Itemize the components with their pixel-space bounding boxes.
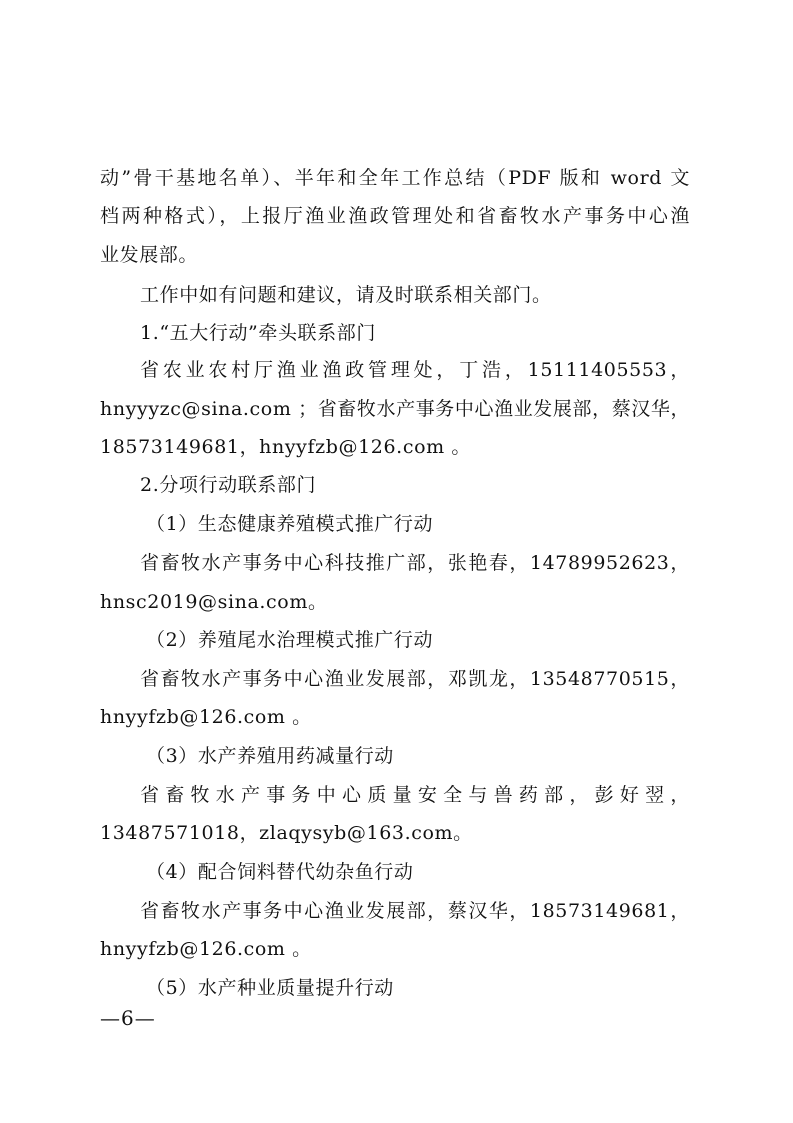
text-line-action-3-email: 13487571018，zlaqysyb@163.com。 <box>100 822 473 844</box>
text-line-contact-intro: 工作中如有问题和建议，请及时联系相关部门。 <box>140 284 552 306</box>
text-line-action-4-contact: 省畜牧水产事务中心渔业发展部，蔡汉华，18573149681， <box>140 900 690 922</box>
text-line-lead-contact-2: hnyyyzc@sina.com ；省畜牧水产事务中心渔业发展部，蔡汉华， <box>100 398 691 420</box>
text-line-3: 业发展部。 <box>100 244 199 266</box>
text-line-action-1-email: hnsc2019@sina.com。 <box>100 591 328 613</box>
subheading-action-2: （2）养殖尾水治理模式推广行动 <box>146 629 434 651</box>
subheading-action-4: （4）配合饲料替代幼杂鱼行动 <box>146 861 414 883</box>
text-line-1: 动”骨干基地名单）、半年和全年工作总结（PDF 版和 word 文 <box>100 167 690 189</box>
section-heading-sub-contacts: 2.分项行动联系部门 <box>140 474 317 496</box>
text-line-action-4-email: hnyyfzb@126.com 。 <box>100 938 312 960</box>
subheading-action-1: （1）生态健康养殖模式推广行动 <box>146 513 434 535</box>
page-number: —6— <box>100 1006 156 1030</box>
subheading-action-3: （3）水产养殖用药减量行动 <box>146 745 394 767</box>
text-line-lead-contact-1: 省农业农村厅渔业渔政管理处，丁浩，15111405553， <box>140 359 690 381</box>
text-line-action-2-contact: 省畜牧水产事务中心渔业发展部，邓凯龙，13548770515， <box>140 668 690 690</box>
text-line-action-3-contact: 省畜牧水产事务中心质量安全与兽药部，彭好翌， <box>140 784 690 806</box>
section-heading-lead-contacts: 1.“五大行动”牵头联系部门 <box>140 322 376 344</box>
text-line-action-1-contact: 省畜牧水产事务中心科技推广部，张艳春，14789952623， <box>140 552 690 574</box>
text-line-lead-contact-3: 18573149681，hnyyfzb@126.com 。 <box>100 436 471 458</box>
text-line-2: 档两种格式），上报厅渔业渔政管理处和省畜牧水产事务中心渔 <box>100 205 690 227</box>
text-line-action-2-email: hnyyfzb@126.com 。 <box>100 706 312 728</box>
subheading-action-5: （5）水产种业质量提升行动 <box>146 977 394 999</box>
